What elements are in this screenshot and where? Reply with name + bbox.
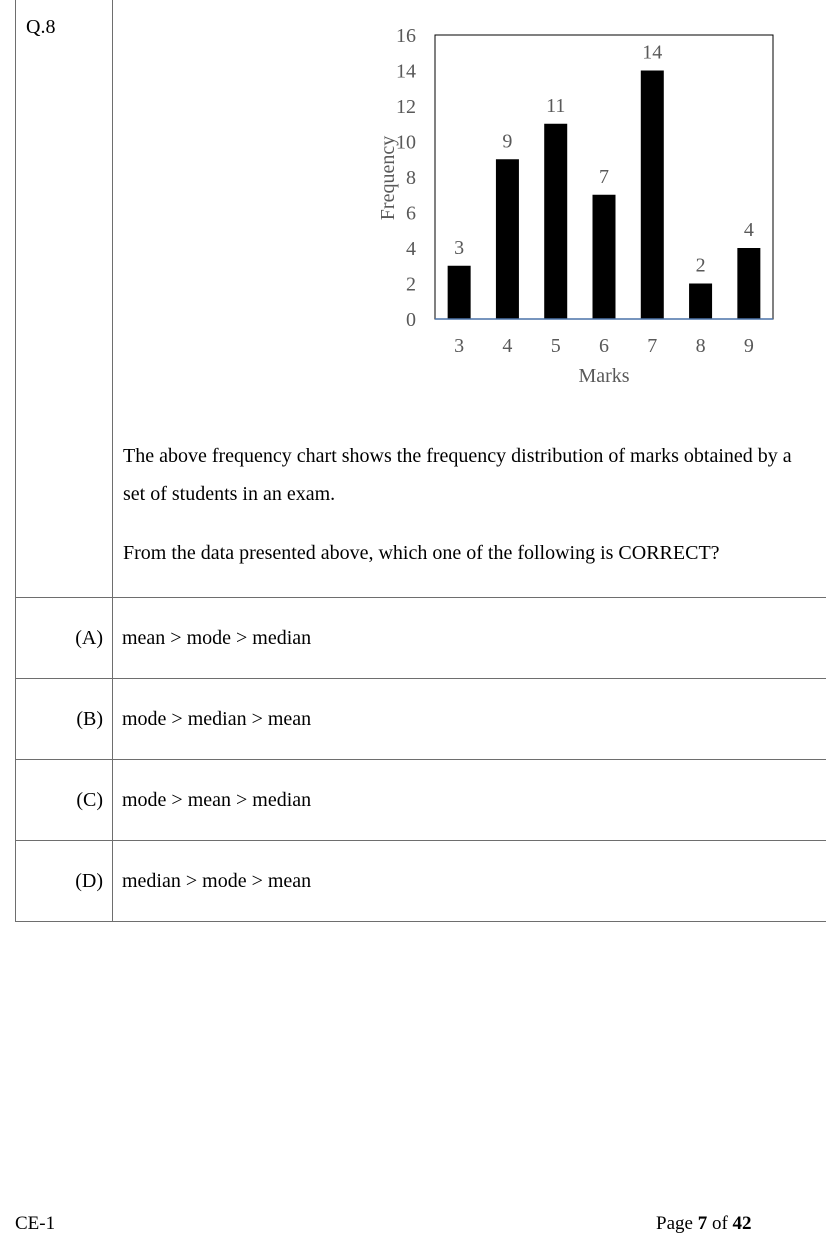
y-tick-label: 16 (396, 25, 416, 47)
option-row-d[interactable] (16, 841, 826, 922)
option-text: median > mode > mean (113, 841, 826, 922)
frequency-bar-chart (263, 18, 754, 398)
option-label: (C) (16, 760, 113, 841)
bar-mark-3 (448, 266, 471, 319)
y-tick-label: 10 (396, 131, 416, 154)
bar-mark-5 (544, 124, 567, 319)
bar-mark-8 (689, 284, 712, 320)
bar-mark-4 (496, 159, 519, 319)
question-number: Q.8 (16, 0, 113, 598)
bar-data-label: 2 (695, 254, 706, 277)
y-tick-label: 12 (396, 96, 416, 118)
question-table (15, 0, 826, 922)
bar-data-label: 9 (502, 130, 513, 153)
y-tick-label: 2 (406, 273, 416, 296)
x-axis-label: Marks (578, 365, 630, 387)
bar-mark-9 (737, 248, 760, 319)
page-prefix: Page (656, 1213, 698, 1234)
x-tick-label: 3 (454, 335, 465, 357)
y-tick-label: 14 (396, 60, 416, 83)
page-current: 7 (697, 1213, 708, 1234)
bar-data-label: 4 (743, 219, 754, 241)
bar-data-label: 11 (546, 94, 566, 117)
bar-mark-7 (641, 71, 664, 320)
option-row-b[interactable] (16, 679, 826, 760)
paper-code: CE-1 (15, 1213, 56, 1234)
option-label: (B) (16, 679, 113, 760)
bar-mark-6 (593, 195, 616, 319)
y-tick-label: 6 (406, 202, 416, 225)
question-paragraph-2: From the data presented above, which one of the following is CORRECT? (123, 542, 720, 564)
y-tick-label: 8 (406, 167, 416, 189)
page-number (656, 1213, 752, 1235)
bar-data-label: 7 (599, 165, 609, 188)
y-tick-label: 4 (406, 238, 416, 260)
x-tick-label: 5 (550, 335, 561, 357)
y-tick-label: 0 (406, 309, 416, 331)
question-body (113, 0, 826, 598)
y-axis-label: Frequency (377, 135, 399, 221)
page-total: 42 (732, 1213, 752, 1234)
x-tick-label: 4 (502, 335, 513, 357)
option-text: mode > median > mean (113, 679, 826, 760)
option-row-c[interactable] (16, 760, 826, 841)
bar-data-label: 3 (454, 236, 465, 259)
x-tick-label: 9 (743, 335, 754, 357)
option-label: (D) (16, 841, 113, 922)
option-label: (A) (16, 598, 113, 679)
x-tick-label: 6 (599, 335, 609, 357)
option-row-a[interactable] (16, 598, 826, 679)
page-mid: of (707, 1213, 733, 1234)
option-text: mode > mean > median (113, 760, 826, 841)
x-tick-label: 8 (695, 335, 706, 357)
x-tick-label: 7 (647, 335, 658, 357)
question-paragraph-1: The above frequency chart shows the frequency distribution of marks obtained by a set of students in an exam. (123, 445, 792, 505)
option-text: mean > mode > median (113, 598, 826, 679)
bar-data-label: 14 (642, 41, 663, 64)
